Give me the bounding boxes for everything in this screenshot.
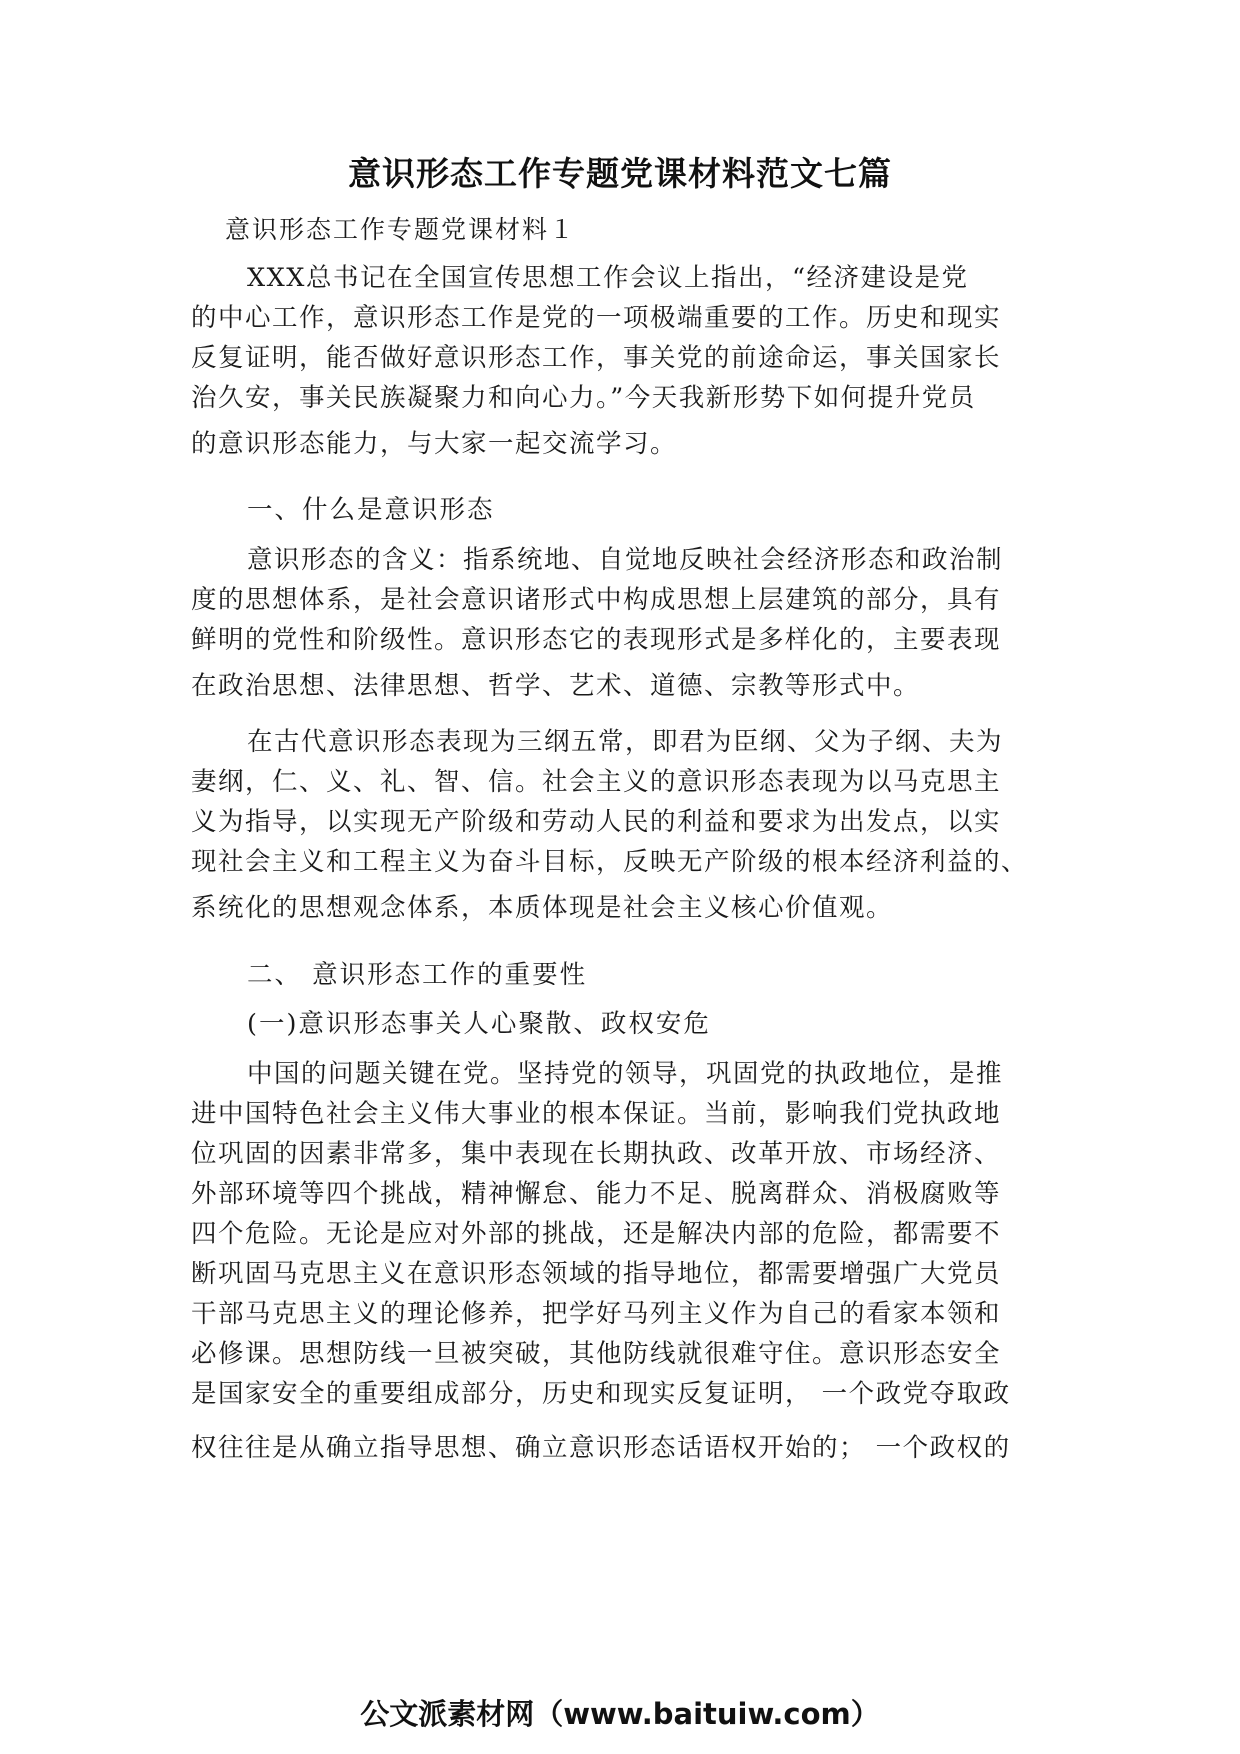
paragraph-line: 在古代意识形态表现为三纲五常，即君为臣纲、父为子纲、夫为 [247,727,1004,757]
paragraph-line: 鲜明的党性和阶级性。意识形态它的表现形式是多样化的，主要表现 [191,625,1002,655]
paragraph-line: 权往往是从确立指导思想、确立意识形态话语权开始的； 一个政权的 [191,1433,1011,1463]
paragraph-line: 治久安，事关民族凝聚力和向心力。”今天我新形势下如何提升党员 [191,383,976,413]
paragraph-line: 的中心工作，意识形态工作是党的一项极端重要的工作。历史和现实 [191,303,1002,333]
paragraph-line: 系统化的思想观念体系，本质体现是社会主义核心价值观。 [191,893,894,923]
subsection-heading: (一)意识形态事关人心聚散、政权安危 [247,1009,711,1039]
paragraph-line: 意识形态的含义：指系统地、自觉地反映社会经济形态和政治制 [247,545,1004,575]
paragraph-line: 度的思想体系，是社会意识诸形式中构成思想上层建筑的部分，具有 [191,585,1002,615]
paragraph-line: 四个危险。无论是应对外部的挑战，还是解决内部的危险，都需要不 [191,1219,1002,1249]
paragraph-line: 必修课。思想防线一旦被突破，其他防线就很难守住。意识形态安全 [191,1339,1002,1369]
document-title: 意识形态工作专题党课材料范文七篇 [348,154,892,193]
paragraph-definition [191,540,1071,706]
footer-watermark: 公文派素材网（www.baituiw.com） [360,1697,880,1731]
paragraph-line: 的意识形态能力，与大家一起交流学习。 [191,429,678,459]
paragraph-line: 妻纲，仁、义、礼、智、信。社会主义的意识形态表现为以马克思主 [191,767,1002,797]
paragraph-line: 义为指导，以实现无产阶级和劳动人民的利益和要求为出发点，以实 [191,807,1002,837]
section-heading-1: 一、什么是意识形态 [247,495,495,525]
paragraph-line: 断巩固马克思主义在意识形态领域的指导地位，都需要增强广大党员 [191,1259,1002,1289]
paragraph-line: 反复证明，能否做好意识形态工作，事关党的前途命运，事关国家长 [191,343,1002,373]
paragraph-ancient [191,722,1071,928]
section-heading-2: 二、 意识形态工作的重要性 [247,960,588,990]
paragraph-line: 是国家安全的重要组成部分，历史和现实反复证明， 一个政党夺取政 [191,1379,1011,1409]
paragraph-line: 在政治思想、法律思想、哲学、艺术、道德、宗教等形式中。 [191,671,921,701]
paragraph-line: 中国的问题关键在党。坚持党的领导，巩固党的执政地位，是推 [247,1059,1004,1089]
document-subtitle: 意识形态工作专题党课材料１ [225,215,577,244]
paragraph-line: 位巩固的因素非常多，集中表现在长期执政、改革开放、市场经济、 [191,1139,1002,1169]
paragraph-line: 现社会主义和工程主义为奋斗目标，反映无产阶级的根本经济利益的、 [191,847,1029,877]
paragraph-line: 外部环境等四个挑战，精神懈怠、能力不足、脱离群众、消极腐败等 [191,1179,1002,1209]
paragraph-intro [191,258,1071,464]
paragraph-line: XXX总书记在全国宣传思想工作会议上指出，“经济建设是党 [247,263,969,293]
paragraph-line: 进中国特色社会主义伟大事业的根本保证。当前，影响我们党执政地 [191,1099,1002,1129]
paragraph-importance [191,1054,1071,1468]
paragraph-line: 干部马克思主义的理论修养，把学好马列主义作为自己的看家本领和 [191,1299,1002,1329]
